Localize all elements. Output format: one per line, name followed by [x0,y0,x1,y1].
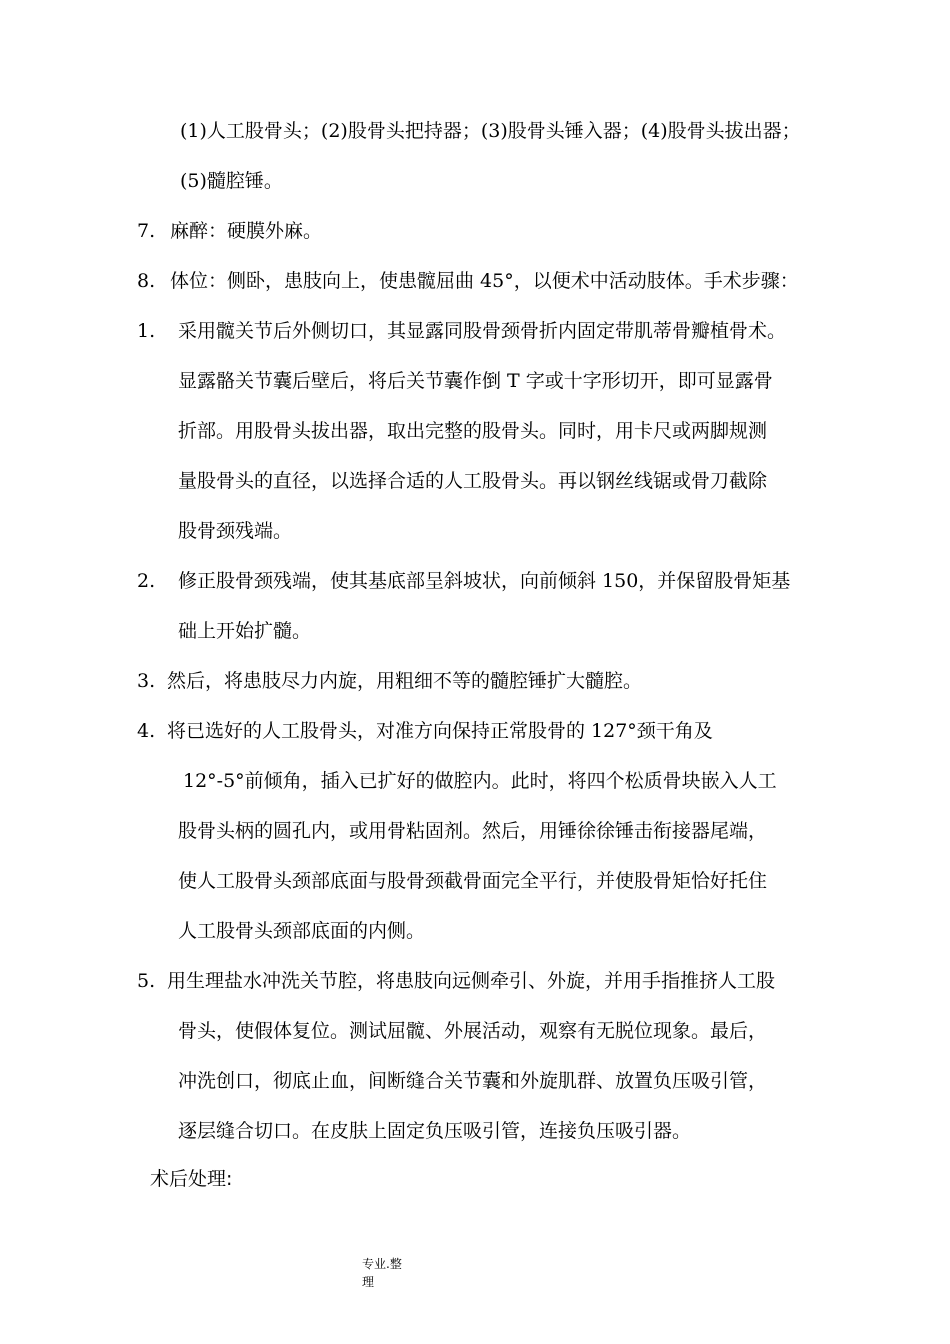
step-5-line-3: 冲洗创口，彻底止血，间断缝合关节囊和外旋肌群、放置负压吸引管， [178,1070,768,1092]
step-3-text: 然后，将患肢尽力内旋，用粗细不等的髓腔锤扩大髓腔。 [167,670,643,692]
instrument-list-line-1: (1)人工股骨头；(2)股骨头把持器；(3)股骨头锤入器；(4)股骨头拔出器； [180,120,801,142]
step-1-line-5: 股骨颈残端。 [178,520,293,542]
step-4-line-2: 12°-5°前倾角，插入已扩好的做腔内。此时，将四个松质骨块嵌入人工 [183,770,777,792]
step-1-line-3: 折部。用股骨头拔出器，取出完整的股骨头。同时，用卡尺或两脚规测 [178,420,768,442]
step-1-line-1: 采用髋关节后外侧切口，其显露同股骨颈骨折内固定带肌蒂骨瓣植骨术。 [178,320,787,342]
step-2-number: 2. [137,570,156,592]
step-4-number: 4. [137,720,156,742]
step-1-line-4: 量股骨头的直径，以选择合适的人工股骨头。再以钢丝线锯或骨刀截除 [178,470,768,492]
step-1-number: 1. [137,320,156,342]
step-4-line-5: 人工股骨头颈部底面的内侧。 [178,920,426,942]
step-2-line-2: 础上开始扩髓。 [178,620,312,642]
step-4-line-4: 使人工股骨头颈部底面与股骨颈截骨面完全平行，并使股骨矩恰好托住 [178,870,768,892]
step-5-line-1: 用生理盐水冲洗关节腔，将患肢向远侧牵引、外旋，并用手指推挤人工股 [167,970,776,992]
step-5-line-4: 逐层缝合切口。在皮肤上固定负压吸引管，连接负压吸引器。 [178,1120,692,1142]
item-7-text: 麻醉：硬膜外麻。 [170,220,323,242]
postop-heading: 术后处理: [150,1168,233,1190]
step-5-line-2: 骨头，使假体复位。测试屈髋、外展活动，观察有无脱位现象。最后， [178,1020,768,1042]
step-1-line-2: 显露骼关节囊后壁后，将后关节囊作倒 T 字或十字形切开，即可显露骨 [178,370,773,392]
item-7-number: 7. [137,220,156,242]
footer-line-1: 专业.整 [362,1257,402,1271]
instrument-list-line-2: (5)髓腔锤。 [180,170,283,192]
footer-line-2: 理 [362,1275,375,1289]
item-8-number: 8. [137,270,156,292]
step-3-number: 3. [137,670,156,692]
step-2-line-1: 修正股骨颈残端，使其基底部呈斜坡状，向前倾斜 150，并保留股骨矩基 [178,570,791,592]
item-8-text: 体位：侧卧，患肢向上，使患髋屈曲 45°，以便术中活动肢体。手术步骤： [170,270,799,292]
step-4-line-1: 将已选好的人工股骨头，对准方向保持正常股骨的 127°颈干角及 [167,720,713,742]
step-4-line-3: 股骨头柄的圆孔内，或用骨粘固剂。然后，用锤徐徐锤击衔接器尾端， [178,820,768,842]
step-5-number: 5. [137,970,156,992]
